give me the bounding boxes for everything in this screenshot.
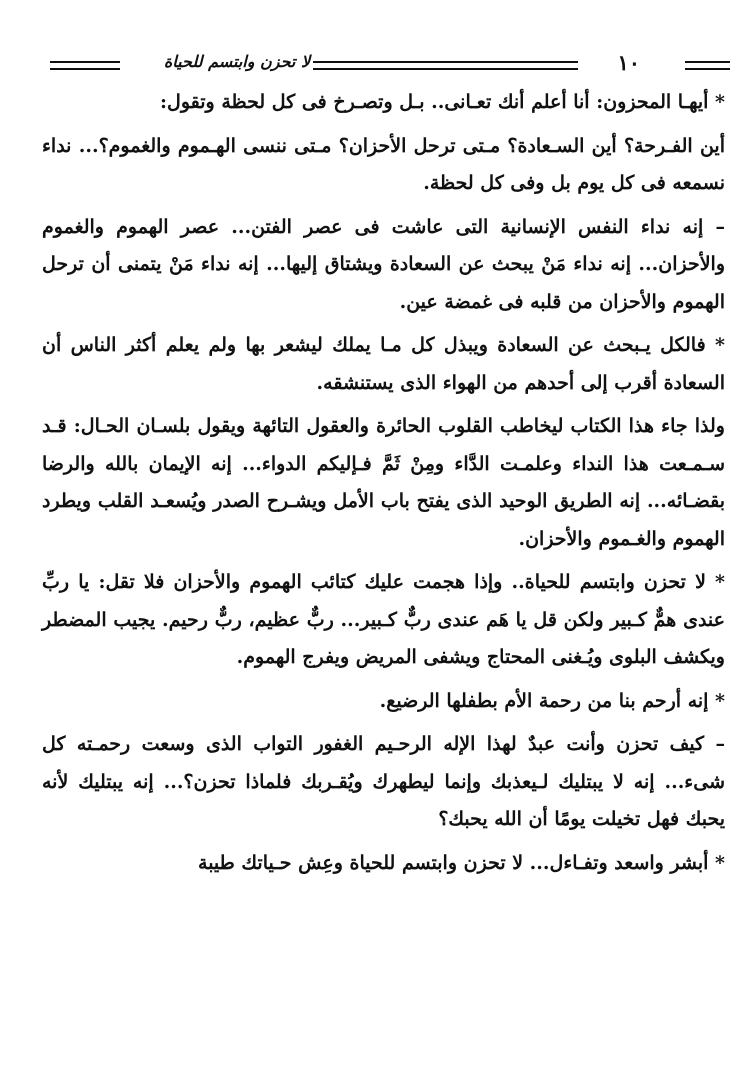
- paragraph: * أبشر واسعد وتفـاءل... لا تحزن وابتسم للحياة وعِش حـياتك طيبة: [198, 851, 725, 874]
- paragraph: * لا تحزن وابتسم للحياة.. وإذا هجمت عليك كتائب الهموم والأحزان فلا تقل: يا ربِّ عندى همٌّ كـبير ولكن قل يا هَم عندى ربٌّ كـبير... ربٌّ عظيم، ربٌّ رحيم. يجيب المضطر ويكشف البلوى ويُـغنى المحتاج ويشفى المريض ويفرج الهموم.: [42, 571, 725, 668]
- page-header: [40, 50, 730, 78]
- running-title: لا تحزن وابتسم للحياة: [163, 52, 311, 71]
- paragraph: * أيهـا المحزون: أنا أعلم أنك تعـانى.. بـل وتصـرخ فى كل لحظة وتقول:: [160, 91, 725, 113]
- paragraph: ولذا جاء هذا الكتاب ليخاطب القلوب الحائرة والعقول التائهة ويقول بلسـان الحـال: قـد سـمـعت هذا النداء وعلمـت الدَّاء ومِنْ ثَمَّ فـإليكم الدواء... إنه الإيمان بالله والرضا بقضـائه... إنه الطريق الوحيد الذى يفتح باب الأمل ويشـرح الصدر ويُسعـد القلب ويطرد الهموم والغـموم والأحزان.: [42, 415, 725, 550]
- paragraph: * فالكل يـبحث عن السعادة ويبذل كل مـا يملك ليشعر بها ولم يعلم أكثر الناس أن السعادة أقرب إلى أحدهم من الهواء الذى يستنشقه.: [42, 334, 725, 394]
- header-rule-middle: [313, 61, 578, 70]
- paragraph: – إنه نداء النفس الإنسانية التى عاشت فى عصر الفتن... عصر الهموم والغموم والأحزان... إنه نداء مَنْ يبحث عن السعادة ويشتاق إليها... إنه نداء مَنْ يتمنى أن ترحل الهموم والأحزان من قلبه فى غمضة عين.: [42, 215, 725, 313]
- paragraph: * إنه أرحم بنا من رحمة الأم بطفلها الرضيع.: [379, 689, 725, 712]
- page-body: [42, 84, 725, 882]
- paragraph: أين الفـرحة؟ أين السـعادة؟ مـتى ترحل الأحزان؟ مـتى ننسى الهـموم والغموم؟... نداء نسمعه فى كل يوم بل وفى كل لحظة.: [42, 134, 725, 194]
- paragraph: – كيف تحزن وأنت عبدٌ لهذا الإله الرحـيم الغفور التواب الذى وسعت رحمـته كل شىء... إنه لا يبتليك لـيعذبك وإنما ليطهرك ويُقـربك فلماذا تحزن؟... إنه يبتليك لأنه يحبك فهل تخيلت يومًا أن الله يحبك؟: [42, 733, 725, 830]
- header-rule-right: [685, 61, 730, 70]
- header-rule-left: [50, 61, 120, 70]
- page-number: ١٠: [617, 50, 640, 75]
